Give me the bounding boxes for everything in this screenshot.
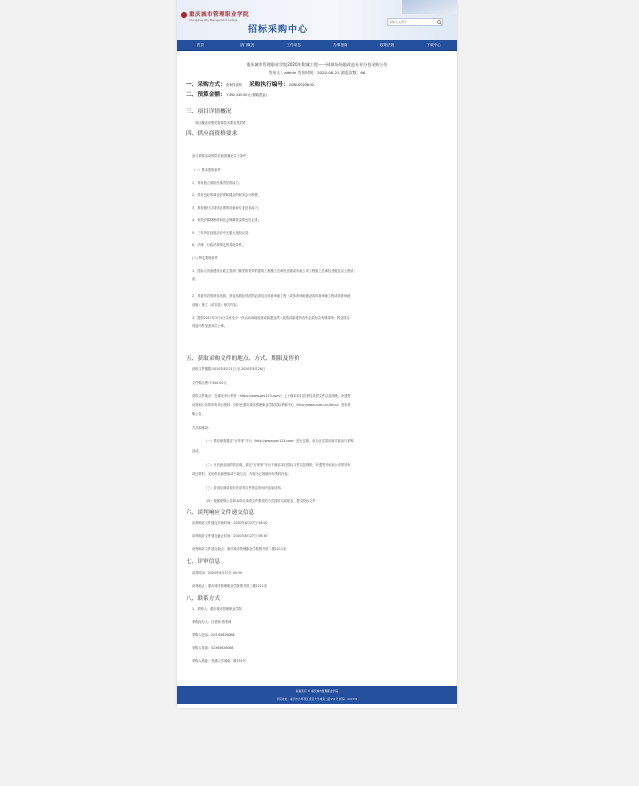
s4-line: 质； [192,277,199,281]
s4-line: 参与采购活动的供应商需满足以下条件 [192,154,247,158]
s4-line: 4、有依法缴纳税收和社会保障资金的良好记录； [192,218,261,222]
section-3-heading: 三、项目详情概况 [186,109,232,115]
site-footer [177,686,457,704]
s5-line: 方式和事项： [192,426,212,430]
section-4-heading: 四、供应商资格要求 [186,131,238,137]
section-2-heading [186,89,267,98]
s5-line: 购公告。 [192,412,205,416]
s5-line: （四）根据采购公告和本项目谈判文件要求的方式按时完成报名，提交投标文件 [204,499,316,503]
s6-line: 谈判响应文件递交地点：重庆城市管理职业学院图书馆二楼1211室 [192,547,287,551]
s5-line: 谈判和公布的所有项目资料：同时在重庆城市管理职业学院招标采购中心（http://www.cswu.cn/zbcx/）发布采 [192,403,351,407]
execution-code-label: 采购执行编号： [248,82,289,88]
s8-line: 1、采购人：重庆城市管理职业学院 [192,607,242,611]
s5-line: （一）供应商需通过“行采家”平台（http://www.gec123.com）进行注册，成为正式供应商方能参与采购 [204,439,354,443]
budget-amount: ￥492,245.00元 (财政资金) [225,93,267,97]
search-placeholder: 请输入关键字 [389,20,408,24]
s4-line: (二) 特定资格条件 [192,256,218,260]
nav-item-home[interactable]: 首页 [196,43,204,47]
s5-line: （二）凡有意参加的供应商，请在“行采家”平台下载本项目招标文件以及图纸、补遗等开标前公布的所有 [204,463,351,467]
article-meta: 发布人：admin 发布时间：2020-08-21 浏览次数：66 [268,70,366,75]
s4-line: 3、具有履行合同所必需的设备和专业技术能力； [192,206,261,210]
s7-line: 谈判时间：2020年8月27日 09:30 [192,571,242,575]
s6-line: 谈判响应文件递交开始时间：2020年8月27日 09:00 [192,521,268,525]
section-8-heading: 八、联系方式 [186,596,221,602]
s4-line: 5、三年内在经营活动中无重大违纪记录； [192,231,252,235]
s8-line: 采购经办人：汪老师 蔡老师 [192,620,232,624]
banner-keyboard-image [402,0,457,14]
s5-line: 获取文件地点：在重庆市行采家（https://www.gec123.com/）上下载本项目竞争性谈判文件以及图纸。补遗等 [192,394,351,398]
s8-line: 采购人电话：023-65626068 [192,633,235,637]
s4-line: 2、具有良好的商业信誉和健全的财务会计制度； [192,193,261,197]
nav-item-guide[interactable]: 办事指南 [333,43,348,47]
s4-line: 同复印件加盖单位公章。 [192,324,228,328]
execution-code: CSWU2020B-02 [288,83,315,87]
s4-line: 3、提供2017年3月1日以来至少一份运动场地改造或新建业绩（改造或新建内容中必须包含有网球场）的业绩合 [192,316,350,320]
header-banner [177,0,457,40]
nav-item-news[interactable]: 工作动态 [286,43,301,47]
s7-line: 谈判地点：重庆城市管理职业学院图书馆二楼1211室 [192,584,268,588]
s5-line: 活动。 [192,449,202,453]
section-5-heading: 五、获取采购文件的地点、方式、期限及售价 [186,356,300,362]
nav-item-policy[interactable]: 政策法规 [379,43,395,47]
school-emblem-icon [181,12,187,18]
section-3-text: 项目概述详情见需要技术要求见附件 [195,121,246,125]
footer-address: 学院地址：重庆市沙坪坝区虎溪大学城南二路151号 邮编：401331 [276,697,358,701]
s4-line: 1、投标人具备建设行政主管部门颁发的有效的建筑工程施工总承包叁级或市政公用工程施工总承包叁级及以上资质； [192,269,357,273]
s5-line: （三）各供应商请及时在谈判文件规定时间内参加谈判。 [204,486,284,490]
s4-line: 1、具有独立承担民事责任的能力； [192,181,242,185]
section-1-heading [186,79,314,88]
s4-line: 2、具备有效的营业执照，营业执照经营范围必须包含体育场地工程（或体育场地建设或体育场地工程或体育场地 [192,294,351,298]
article-title: 重庆城市管理职业学院2020年附属工程——网球场场地改造专业分包采购公告 [246,62,388,67]
s8-line: 采购人传真：02365626068 [192,646,234,650]
section-2-title: 二、预算金额： [186,92,226,98]
s4-line: 6、法律、行政法规规定的其他条件。 [192,243,246,247]
s8-line: 采购人地址：虎溪大学城南二路151号 [192,659,246,663]
s6-line: 谈判响应文件递交截止时间：2020年8月27日 09:30 [192,534,268,538]
s4-line: 设施）施工（或安装）相关内容； [192,303,240,307]
section-6-heading: 六、谈判响应文件递交信息 [186,510,255,516]
footer-copyright: 版权所有 © 重庆城市管理职业学院 [295,689,339,693]
page-container [177,0,457,708]
nav-item-about[interactable]: 部门概况 [239,43,255,47]
site-logo[interactable] [181,10,249,18]
logo-text: 重庆城市管理职业学院 [189,12,250,18]
s5-line: 文件购买费:￥500.00元 [192,381,227,385]
search-icon[interactable] [437,20,442,25]
section-1-title: 一、采购方式： [186,82,226,88]
logo-english-text: Chongqing City Management College [189,19,238,22]
s4-line: （一）基本资格条件 [192,168,221,172]
main-nav [177,40,457,51]
procurement-method: 竞争性谈判 [225,83,242,87]
section-7-heading: 七、评审信息 [186,559,221,565]
s5-line: 获取文件期限:2020年8月21日 至 2020年8月26日 [192,367,265,371]
s5-line: 项目资料，无论供应商领取或下载与否，均视为已知晓所有资料内容。 [192,472,291,476]
center-title: 招标采购中心 [248,25,309,35]
search-input[interactable] [387,18,443,26]
nav-item-downloads[interactable]: 下载中心 [426,43,441,47]
